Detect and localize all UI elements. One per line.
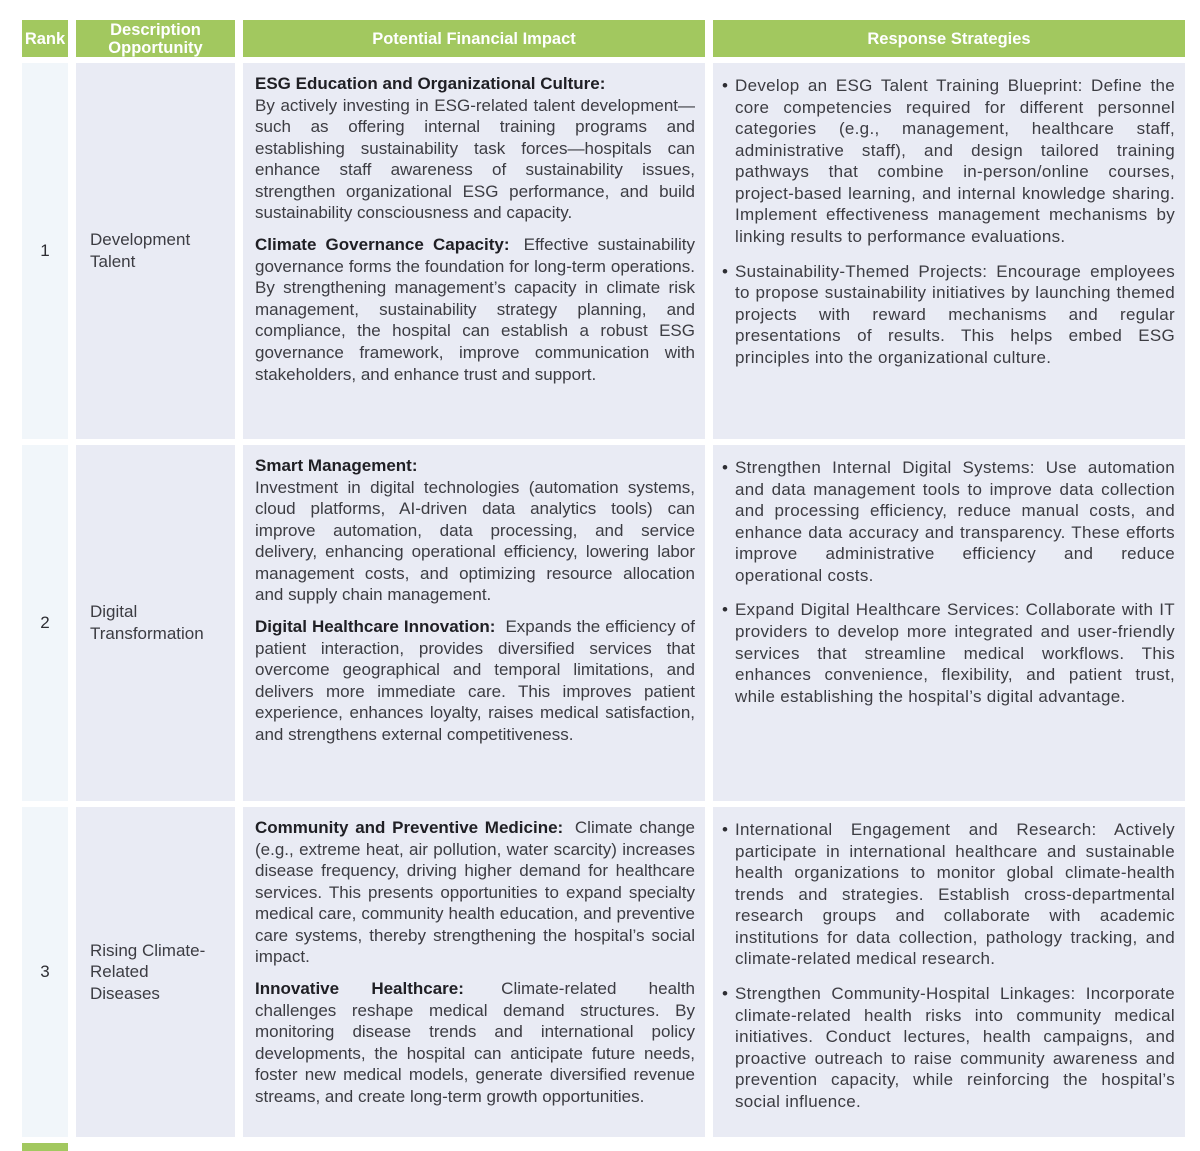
opportunity-text: Development Talent xyxy=(90,230,191,271)
financial-impact-cell xyxy=(243,63,705,439)
header-cell-response-strategies: Response Strategies xyxy=(713,20,1185,57)
impact-heading: Innovative Healthcare: xyxy=(255,979,464,999)
response-strategies-cell xyxy=(713,807,1185,1137)
impact-paragraph xyxy=(255,817,695,968)
strategy-item: • Develop an ESG Talent Training Blueprint: Define the core competencies required for different personnel categories (e.g., management, healthcare staff, administrative staff), and design tailored training pathways that combine in-person/online courses, project-based learning, and internal knowledge sharing. Implement effectiveness management mechanisms by linking results to performance evaluations. xyxy=(721,75,1175,248)
opportunity-label xyxy=(76,445,235,801)
impact-body: Expands the efficiency of patient interaction, provides diversified services that overcome geographical and temporal limitations, and delivers more immediate care. This improves patient experience, enhances loyalty, raises medical satisfaction, and strengthens external competitiveness. xyxy=(255,617,695,744)
impact-body: Effective sustainability governance forms the foundation for long-term operations. By strengthening management’s capacity in climate risk management, sustainability strategy planning, and compliance, the hospital can establish a robust ESG governance framework, improve communication with stakeholders, and enhance trust and support. xyxy=(255,235,695,384)
impact-paragraph xyxy=(255,616,695,745)
cutoff-spacer xyxy=(76,1143,235,1151)
rank-value: 2 xyxy=(22,445,68,801)
strategy-item: • Sustainability-Themed Projects: Encourage employees to propose sustainability initiatives by launching themed projects with reward mechanisms and regular presentations of results. This helps embed ESG principles into the organizational culture. xyxy=(721,261,1175,369)
strategy-item: • Strengthen Internal Digital Systems: Use automation and data management tools to improve data collection and processing efficiency, reduce manual costs, and enhance data accuracy and transparency. These efforts improve administrative efficiency and reduce operational costs. xyxy=(721,457,1175,586)
impact-paragraph xyxy=(255,234,695,385)
cutoff-next-row-cell xyxy=(22,1143,68,1151)
impact-heading: Climate Governance Capacity: xyxy=(255,235,510,255)
opportunity-text: Digital Transformation xyxy=(90,602,204,643)
financial-impact-cell xyxy=(243,807,705,1137)
rank-value: 3 xyxy=(22,807,68,1137)
header-cell-potential-financial-impact: Potential Financial Impact xyxy=(243,20,705,57)
financial-impact-cell xyxy=(243,445,705,801)
cutoff-spacer xyxy=(713,1143,1185,1151)
strategy-item: • Strengthen Community-Hospital Linkages: Incorporate climate-related health risks into community medical initiatives. Conduct lectures, health campaigns, and proactive outreach to raise community awareness and prevention capacity, while reinforcing the hospital’s social influence. xyxy=(721,983,1175,1112)
impact-body: Investment in digital technologies (automation systems, cloud platforms, AI-driven data analytics tools) can improve automation, data processing, and service delivery, enhancing operational efficiency, lowering labor management costs, and optimizing resource allocation and supply chain management. xyxy=(255,477,695,605)
impact-paragraph xyxy=(255,978,695,1107)
response-strategies-cell xyxy=(713,63,1185,439)
impact-body: By actively investing in ESG-related talent development—such as offering internal training programs and establishing sustainability task forces—hospitals can enhance staff awareness of sustainability issues, strengthen organizational ESG performance, and build sustainability consciousness and capacity. xyxy=(255,95,695,223)
impact-body: Climate change (e.g., extreme heat, air pollution, water scarcity) increases disease frequency, driving higher demand for healthcare services. This presents opportunities to expand specialty medical care, community health education, and preventive care systems, thereby strengthening the hospital’s social impact. xyxy=(255,818,695,967)
impact-heading: Digital Healthcare Innovation: xyxy=(255,617,496,637)
impact-heading: Community and Preventive Medicine: xyxy=(255,818,564,837)
cutoff-spacer xyxy=(243,1143,705,1151)
opportunity-label xyxy=(76,63,235,439)
opportunity-text: Rising Climate-Related Diseases xyxy=(90,940,206,1003)
header-cell-rank: Rank xyxy=(22,20,68,57)
header-cell-description-opportunity: Description Opportunity xyxy=(76,20,235,57)
response-strategies-cell xyxy=(713,445,1185,801)
opportunity-label xyxy=(76,807,235,1137)
impact-paragraph xyxy=(255,73,695,224)
impact-heading: ESG Education and Organizational Culture: xyxy=(255,74,606,93)
strategy-item: • Expand Digital Healthcare Services: Collaborate with IT providers to develop more integrated and user-friendly services that streamline medical workflows. This enhances convenience, flexibility, and patient trust, while establishing the hospital’s digital advantage. xyxy=(721,599,1175,707)
impact-heading: Smart Management: xyxy=(255,456,418,475)
rank-value: 1 xyxy=(22,63,68,439)
impact-paragraph xyxy=(255,455,695,606)
impact-body: Climate-related health challenges reshape medical demand structures. By monitoring disease trends and international policy developments, the hospital can anticipate future needs, foster new medical models, generate diversified revenue streams, and create long-term growth opportunities. xyxy=(255,979,695,1106)
strategy-item: • International Engagement and Research: Actively participate in international healthcare and sustainable health organizations to monitor global climate-health trends and strategies. Establish cross-departmental research groups and collaborate with academic institutions for data collection, pathology tracking, and climate-related medical research. xyxy=(721,819,1175,970)
opportunity-table xyxy=(22,20,1185,1151)
